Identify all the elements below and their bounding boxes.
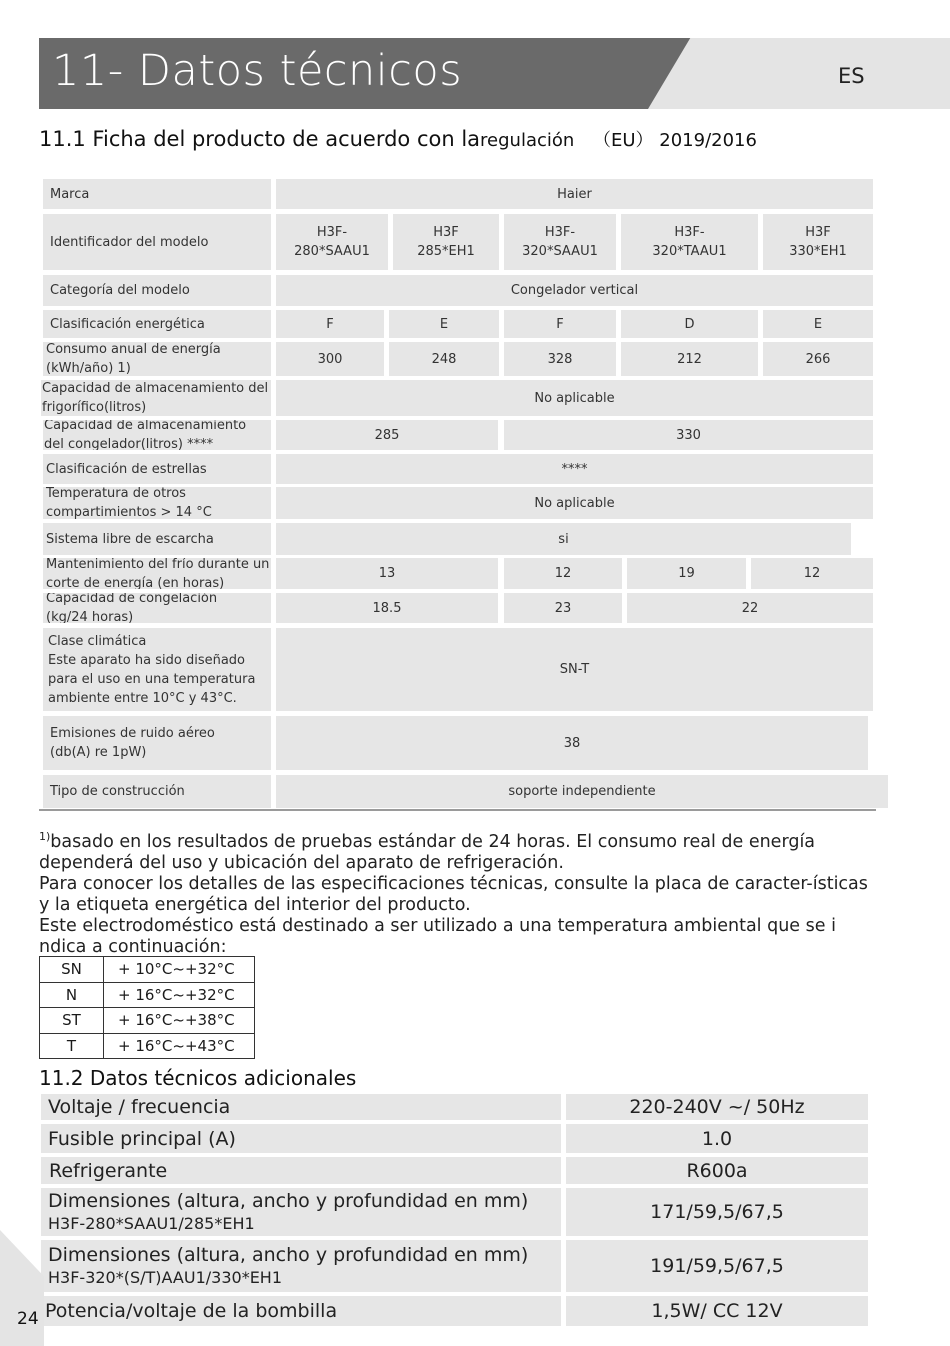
- model-id: H3F 330*EH1: [763, 214, 873, 270]
- additional-label-block: [41, 1188, 561, 1236]
- additional-sublabel: H3F-280*SAAU1/285*EH1: [48, 1214, 255, 1233]
- model-id: H3F 285*EH1: [393, 214, 499, 270]
- table-row: [40, 1033, 255, 1059]
- table-row: [40, 1008, 255, 1034]
- climate-class-code: SN: [40, 957, 104, 983]
- consumption-value: 248: [389, 342, 499, 376]
- additional-label: Fusible principal (A): [41, 1124, 561, 1153]
- freezer-capacity-value: 330: [504, 420, 873, 450]
- language-banner: [648, 38, 950, 109]
- additional-label: Voltaje / frecuencia: [41, 1094, 561, 1120]
- hold-time-value: 12: [751, 558, 873, 589]
- hold-time-label: Mantenimiento del frío durante un corte de energía (en horas): [43, 558, 271, 589]
- additional-value: 220-240V ~/ 50Hz: [566, 1094, 868, 1120]
- section-1-title-c: （EU） 2019/2016: [593, 130, 757, 151]
- model-id: H3F- 320*TAAU1: [621, 214, 758, 270]
- consumption-value: 266: [763, 342, 873, 376]
- energy-class-value: F: [504, 310, 616, 338]
- climate-class-code: N: [40, 982, 104, 1008]
- consumption-label: Consumo anual de energía (kWh/año) 1): [43, 342, 271, 376]
- energy-class-value: E: [763, 310, 873, 338]
- additional-value: 1,5W/ CC 12V: [566, 1296, 868, 1326]
- additional-value: 171/59,5/67,5: [566, 1188, 868, 1236]
- footnote-1: [39, 826, 879, 874]
- additional-label: Refrigerante: [41, 1157, 561, 1184]
- climate-class-range: + 16°C~+43°C: [104, 1033, 255, 1059]
- construction-value: soporte independiente: [276, 775, 888, 808]
- fridge-capacity-label: Capacidad de almacenamiento del frigorífico(litros): [41, 380, 271, 416]
- hold-time-value: 13: [276, 558, 498, 589]
- additional-label-block: [41, 1240, 561, 1292]
- noise-label: Emisiones de ruido aéreo (db(A) re 1pW): [43, 716, 271, 770]
- consumption-value: 300: [276, 342, 384, 376]
- section-1-title: [39, 126, 757, 152]
- freezer-capacity-value: 285: [276, 420, 498, 450]
- other-temp-label: Temperatura de otros compartimientos > 14 °C: [43, 487, 271, 519]
- construction-label: Tipo de construcción: [43, 775, 271, 808]
- model-id: H3F- 280*SAAU1: [276, 214, 388, 270]
- additional-value: 1.0: [566, 1124, 868, 1153]
- climate-class-label: Clase climática Este aparato ha sido diseñado para el uso en una temperatura ambiente entre 10°C y 43°C.: [43, 628, 271, 711]
- frost-free-value: si: [276, 523, 851, 555]
- other-temp-value: No aplicable: [276, 487, 873, 519]
- category-label: Categoría del modelo: [43, 275, 271, 306]
- additional-value: 191/59,5/67,5: [566, 1240, 868, 1292]
- energy-class-value: F: [276, 310, 384, 338]
- category-value: Congelador vertical: [276, 275, 873, 306]
- additional-label: Potencia/voltaje de la bombilla: [41, 1296, 561, 1326]
- footnote-marker: 1): [39, 830, 51, 843]
- freezing-capacity-value: 22: [627, 593, 873, 623]
- footnote-1-text: basado en los resultados de pruebas estándar de 24 horas. El consumo real de energía dependerá del uso y ubicación del aparato de refrigeración.: [39, 831, 816, 873]
- marca-label: Marca: [43, 179, 271, 209]
- climate-class-table: [39, 956, 255, 1059]
- footnote-3: Este electrodoméstico está destinado a ser utilizado a una temperatura ambiental que se i ndica a continuación:: [39, 915, 836, 957]
- marca-value: Haier: [276, 179, 873, 209]
- additional-sublabel: H3F-320*(S/T)AAU1/330*EH1: [48, 1268, 283, 1287]
- hold-time-value: 19: [627, 558, 746, 589]
- additional-label: Dimensiones (altura, ancho y profundidad en mm): [48, 1244, 529, 1266]
- consumption-value: 328: [504, 342, 616, 376]
- climate-class-range: + 10°C~+32°C: [104, 957, 255, 983]
- additional-value: R600a: [566, 1157, 868, 1184]
- model-label: Identificador del modelo: [43, 214, 271, 270]
- page-title: 11- Datos técnicos: [52, 46, 463, 96]
- table-row: [40, 982, 255, 1008]
- freezing-capacity-value: 18.5: [276, 593, 498, 623]
- consumption-value: 212: [621, 342, 758, 376]
- climate-class-range: + 16°C~+32°C: [104, 982, 255, 1008]
- energy-class-value: D: [621, 310, 758, 338]
- footnote-2: Para conocer los detalles de las especificaciones técnicas, consulte la placa de caracter-ísticas y la etiqueta energética del interior del producto.: [39, 873, 868, 915]
- model-id: H3F- 320*SAAU1: [504, 214, 616, 270]
- climate-class-value: SN-T: [276, 628, 873, 711]
- hold-time-value: 12: [504, 558, 622, 589]
- footnotes: [39, 826, 879, 958]
- section-2-title: 11.2 Datos técnicos adicionales: [39, 1066, 357, 1090]
- climate-class-code: ST: [40, 1008, 104, 1034]
- table-divider: [39, 809, 876, 811]
- frost-free-label: Sistema libre de escarcha: [43, 523, 271, 555]
- freezing-capacity-value: 23: [504, 593, 622, 623]
- climate-class-range: + 16°C~+38°C: [104, 1008, 255, 1034]
- stars-label: Clasificación de estrellas: [43, 454, 271, 484]
- language-code: ES: [838, 64, 865, 88]
- page-number: 24: [17, 1309, 39, 1329]
- energy-class-label: Clasificación energética: [43, 310, 271, 338]
- energy-class-value: E: [389, 310, 499, 338]
- climate-class-code: T: [40, 1033, 104, 1059]
- noise-value: 38: [276, 716, 868, 770]
- additional-label: Dimensiones (altura, ancho y profundidad en mm): [48, 1190, 529, 1212]
- freezer-capacity-label: Capacidad de almacenamiento del congelador(litros) ****: [43, 420, 271, 450]
- stars-value: ****: [276, 454, 873, 484]
- section-1-title-a: 11.1 Ficha del producto de acuerdo con la: [39, 127, 481, 151]
- table-row: [40, 957, 255, 983]
- section-1-title-b: regulación: [480, 130, 575, 151]
- fridge-capacity-value: No aplicable: [276, 380, 873, 416]
- freezing-capacity-label: Capacidad de congelación (kg/24 horas): [43, 593, 271, 623]
